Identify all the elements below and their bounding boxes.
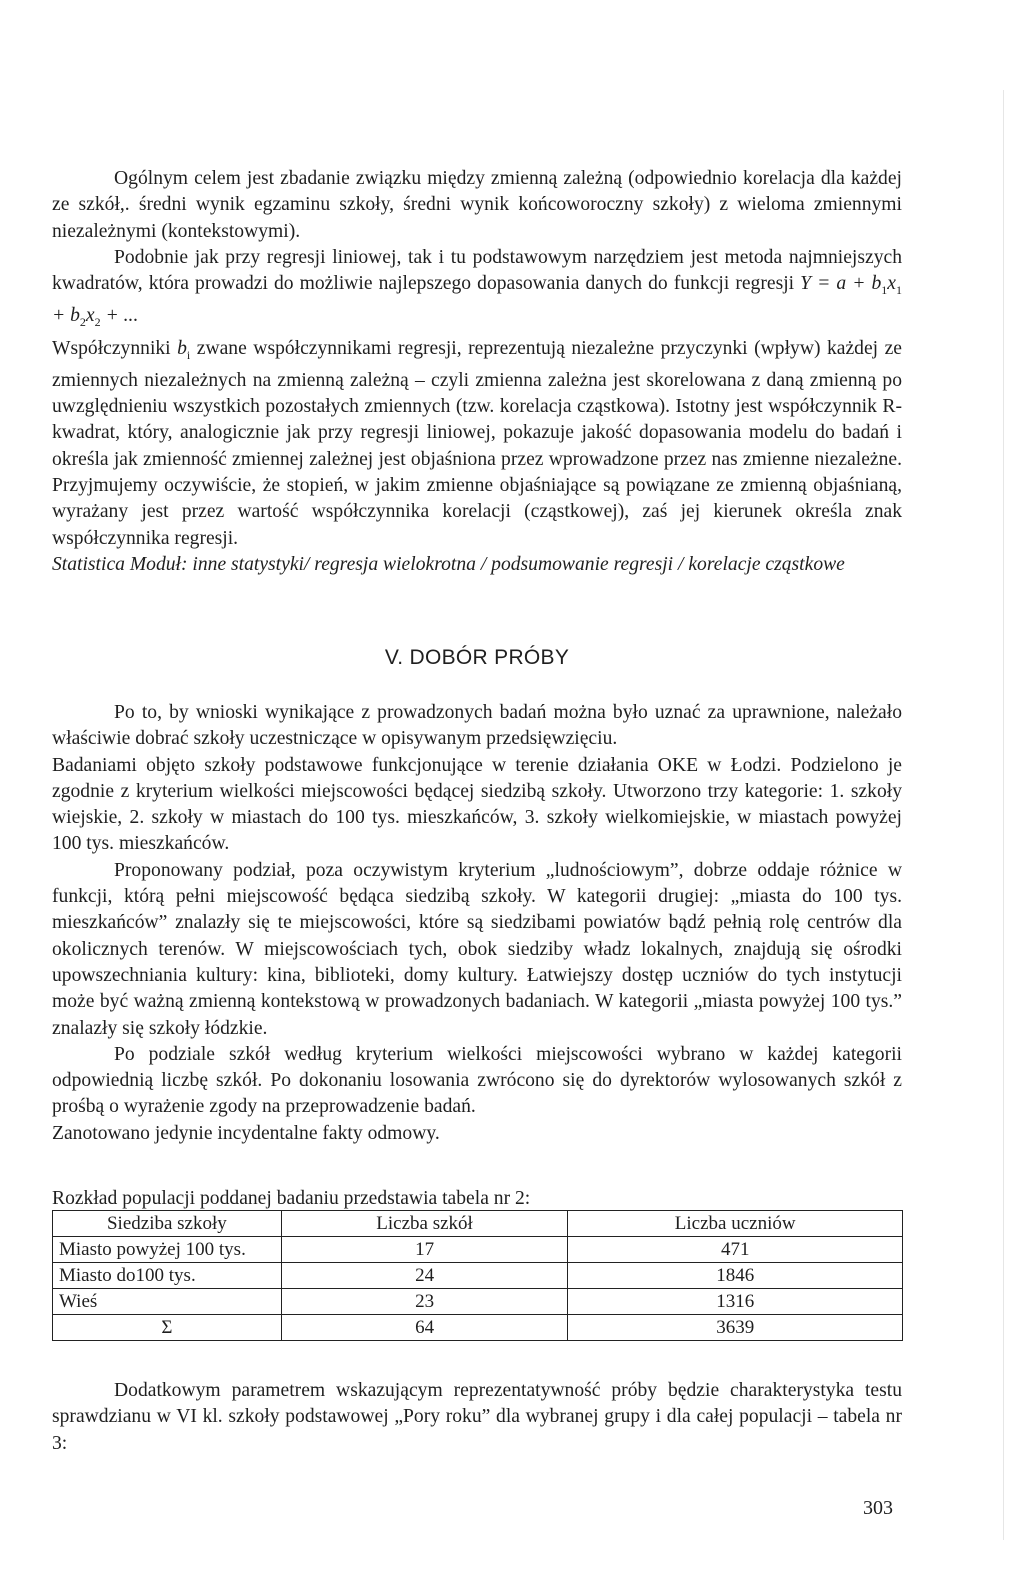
paragraph-refusals: Zanotowano jedynie incydentalne fakty odmowy.: [52, 1122, 440, 1144]
paragraph-least-squares: [52, 245, 902, 336]
body-text-block: [52, 166, 902, 578]
table-caption-wrap: [52, 1186, 902, 1212]
coefficients-text: zwane współczynnikami regresji, reprezentują niezależne przyczynki (wpływ) każdej ze zmiennych niezależnych na zmienną zależną – czyli zmienna zależna jest skorelowana z daną zmienną po uwzględnieniu wszystkich pozostałych zmiennych (tzw. korelacja cząstkowa). Istotny jest współczynnik R-kwadrat, który, analogicznie jak przy regresji liniowej, pokazuje jakość dopasowania modelu do badań i określa jak zmienność zmiennej zależnej jest objaśniona przez wprowadzone przez nas zmienne niezależne. Przyjmujemy oczywiście, że stopień, w jakim zmienne objaśniające są powiązane ze zmienną objaśnianą, wyrażany jest przez wartość współczynnika korelacji (cząstkowej), zaś jej kierunek określa znak współczynnika regresji.: [52, 337, 902, 549]
paragraph-coefficients: [52, 336, 902, 552]
cell-student-count: 1316: [568, 1289, 903, 1315]
cell-total-schools: 64: [281, 1315, 568, 1341]
cell-location: Miasto powyżej 100 tys.: [53, 1237, 282, 1263]
paragraph-goal: Ogólnym celem jest zbadanie związku między zmienną zależną (odpowiednio korelacja dla każdej ze szkół,. średni wynik egzaminu szkoły, średni wynik końcoworoczny szkoły) z wieloma zmiennymi niezależnymi (kontekstowymi).: [52, 168, 902, 242]
cell-student-count: 1846: [568, 1263, 903, 1289]
header-school-count: Liczba szkół: [281, 1211, 568, 1237]
header-location: Siedziba szkoły: [53, 1211, 282, 1237]
section-title: V. DOBÓR PRÓBY: [384, 646, 570, 669]
coefficient-symbol: $b_i$: [177, 337, 191, 362]
least-squares-text: Podobnie jak przy regresji liniowej, tak i tu podstawowym narzędziem jest metoda najmniejszych kwadratów, która prowadzi do możliwie najlepszego dopasowania danych do funkcji regresji: [52, 246, 902, 295]
cell-sum-symbol: Σ: [53, 1315, 282, 1341]
table-row: [53, 1263, 903, 1289]
header-student-count: Liczba uczniów: [568, 1211, 903, 1237]
cell-school-count: 24: [281, 1263, 568, 1289]
table-row: [53, 1289, 903, 1315]
closing-text: [52, 1378, 902, 1457]
cell-location: Miasto do100 tys.: [53, 1263, 282, 1289]
regression-formula: $Y = a + b_1x_1 + b_2x_2$ + ...: [52, 273, 902, 330]
table-row: [53, 1237, 903, 1263]
population-table: [52, 1210, 903, 1341]
paragraph-schools-scope: Badaniami objęto szkoły podstawowe funkcjonujące w terenie działania OKE w Łodzi. Podzielono je zgodnie z kryterium wielkości miejscowości będącej siedzibą szkoły. Utworzono trzy kategorie: 1. szkoły wiejskie, 2. szkoły w miastach do 100 tys. mieszkańców, 3. szkoły wielkomiejskie, w miastach powyżej 100 tys. mieszkańców.: [52, 754, 902, 855]
cell-school-count: 23: [281, 1289, 568, 1315]
cell-location: Wieś: [53, 1289, 282, 1315]
cell-total-students: 3639: [568, 1315, 903, 1341]
coefficients-lead: Współczynniki: [52, 337, 171, 359]
scan-edge-line: [1003, 90, 1004, 1540]
paragraph-purpose: Po to, by wnioski wynikające z prowadzonych badań można było uznać za uprawnione, należało właściwie dobrać szkoły uczestniczące w opisywanym przedsięwzięciu.: [52, 702, 902, 750]
paragraph-sampling: Po podziale szkół według kryterium wielkości miejscowości wybrano w każdej kategorii odpowiednią liczbę szkół. Po dokonaniu losowania zwrócono się do dyrektorów wylosowanych szkół z prośbą o wyrażenie zgody na przeprowadzenie badań.: [52, 1043, 902, 1118]
paragraph-division: Proponowany podział, poza oczywistym kryterium „ludnościowym”, dobrze oddaje różnice w funkcji, którą pełni miejscowość będąca siedzibą szkoły. W kategorii drugiej: „miasta do 100 tys. mieszkańców” znalazły się te miejscowości, które są siedzibami powiatów bądź pełnią rolę centrów dla okolicznych terenów. W miejscowościach tych, obok siedziby władz lokalnych, znajdują się ośrodki upowszechniania kultury: kina, biblioteki, domy kultury. Łatwiejszy dostęp uczniów do tych instytucji może być ważną zmienną kontekstową w prowadzonych badaniach. W kategorii „miasta powyżej 100 tys.” znalazły się szkoły łódzkie.: [52, 859, 902, 1039]
sample-selection-text: [52, 700, 902, 1147]
table-caption: Rozkład populacji poddanej badaniu przedstawia tabela nr 2:: [52, 1188, 531, 1209]
table-header-row: [53, 1211, 903, 1237]
paragraph-test-characteristics: Dodatkowym parametrem wskazującym reprezentatywność próby będzie charakterystyka testu sprawdzianu w VI kl. szkoły podstawowej „Pory roku” dla wybranej grupy i dla całej populacji – tabela nr 3:: [52, 1380, 902, 1454]
page-number: 303: [863, 1497, 893, 1519]
cell-school-count: 17: [281, 1237, 568, 1263]
statistica-module-note: Statistica Moduł: inne statystyki/ regresja wielokrotna / podsumowanie regresji / korelacje cząstkowe: [52, 553, 845, 575]
table-total-row: [53, 1315, 903, 1341]
cell-student-count: 471: [568, 1237, 903, 1263]
